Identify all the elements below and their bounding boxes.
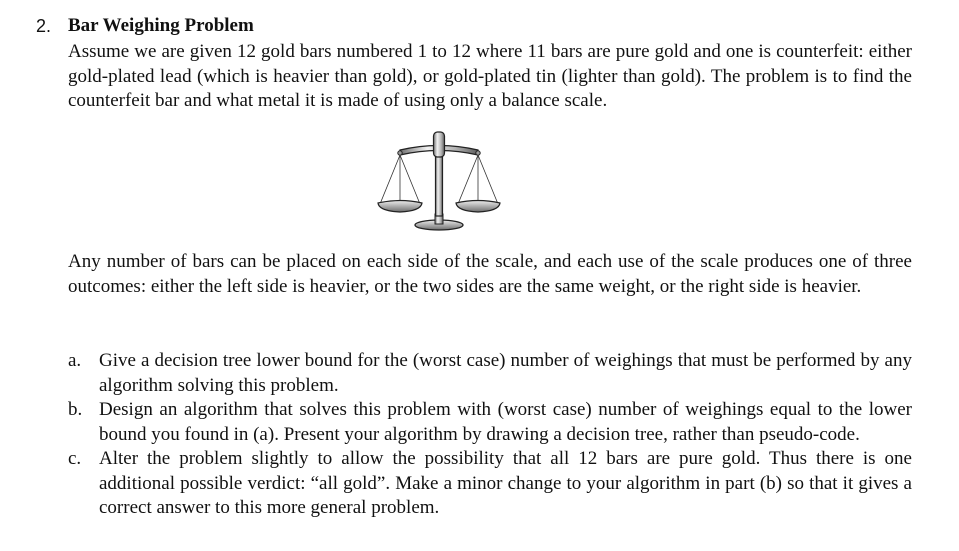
problem-number: 2.	[36, 16, 52, 36]
item-letter: a.	[68, 350, 82, 371]
task-list	[68, 349, 912, 521]
item-text: Design an algorithm that solves this problem with (worst case) number of weighings equal to the lower bound you found in (a). Present your algorithm by drawing a decision tree, rather than pseudo-code.	[99, 399, 912, 445]
item-letter: c.	[68, 448, 82, 469]
problem-heading	[0, 14, 959, 39]
list-item	[68, 447, 912, 521]
item-text: Give a decision tree lower bound for the (worst case) number of weighings that must be performed by any algorithm solving this problem.	[99, 350, 912, 396]
outcomes-paragraph: Any number of bars can be placed on each side of the scale, and each use of the scale produces one of three outcomes: either the left side is heavier, or the two sides are the same weight, or the right side is heavier.	[68, 251, 912, 297]
list-item	[68, 349, 912, 398]
item-letter: b.	[68, 399, 83, 420]
item-text: Alter the problem slightly to allow the possibility that all 12 bars are pure gold. Thus there is one additional possible verdict: “all gold”. Make a minor change to your algorithm in part (b) so that it gives a correct answer to this more general problem.	[99, 448, 912, 518]
intro-paragraph: Assume we are given 12 gold bars numbered 1 to 12 where 11 bars are pure gold and one is counterfeit: either gold-plated lead (which is heavier than gold), or gold-plated tin (lighter than gold). The problem is to find the counterfeit bar and what metal it is made of using only a balance scale.	[68, 41, 912, 111]
list-item	[68, 398, 912, 447]
balance-scale-icon	[376, 130, 502, 234]
problem-title: Bar Weighing Problem	[68, 15, 254, 36]
